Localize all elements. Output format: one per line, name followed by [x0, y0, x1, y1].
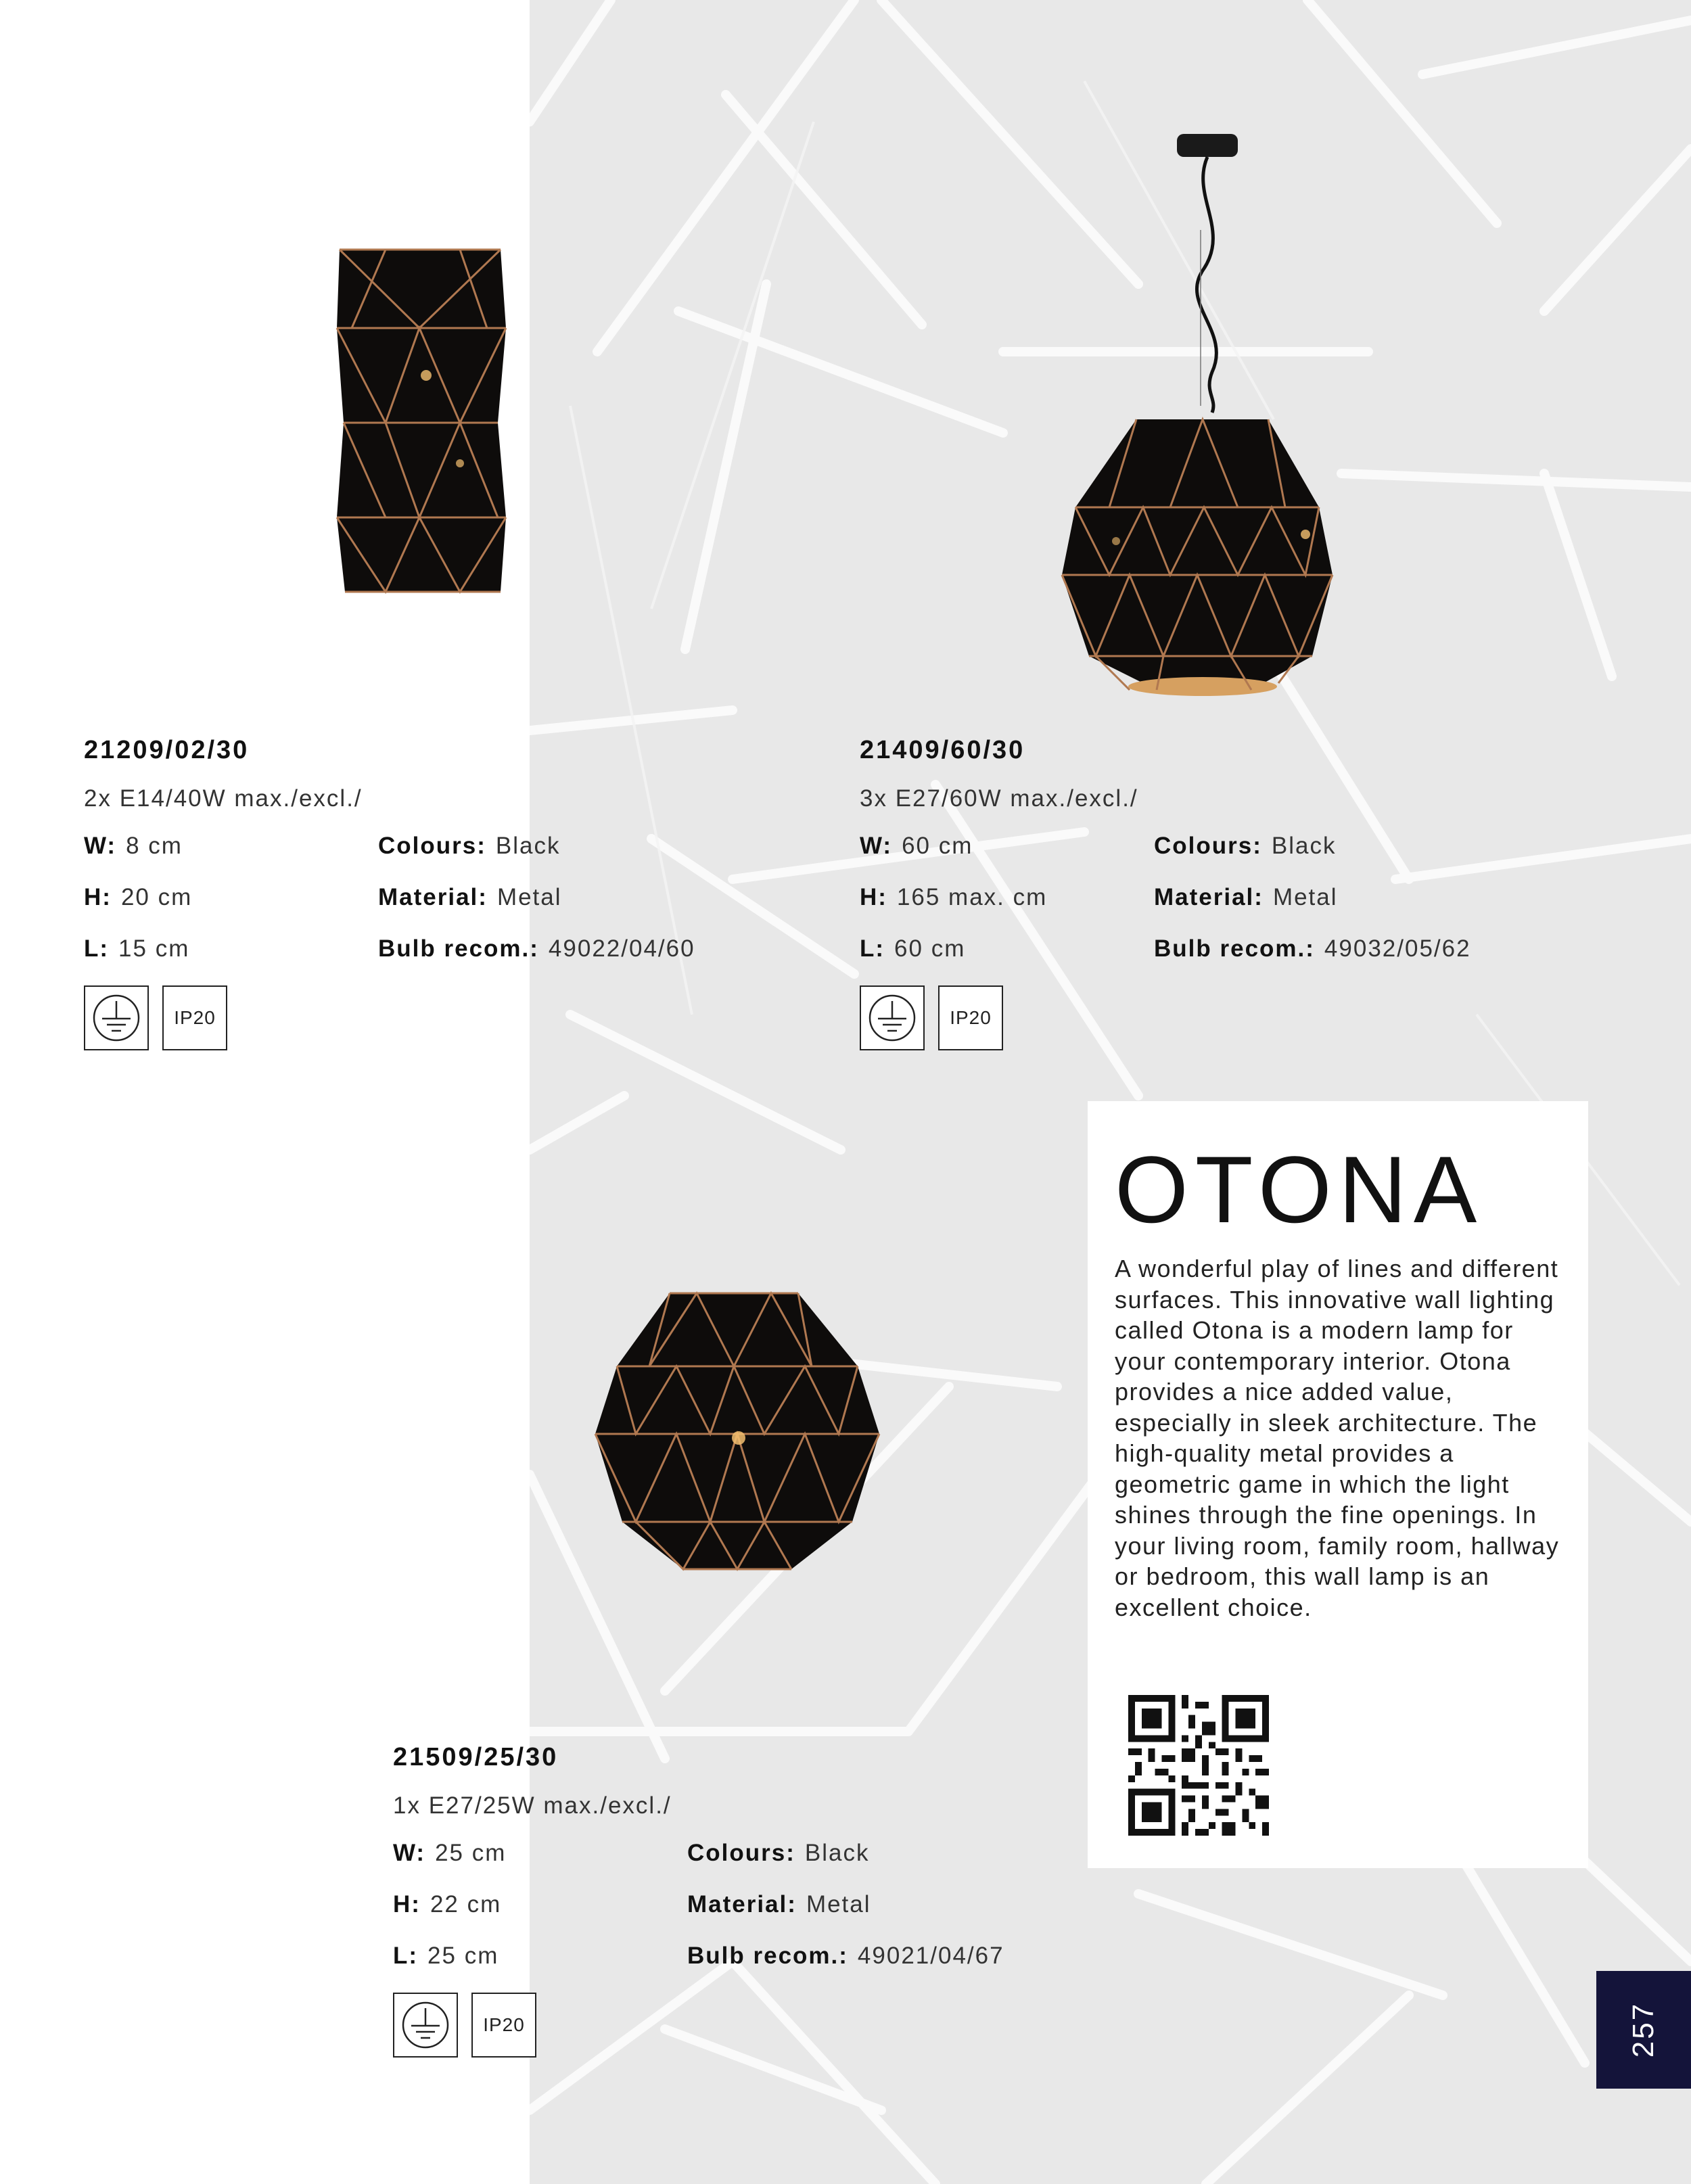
ceiling-lamp-image [588, 1285, 886, 1583]
spec-label: Colours: [1154, 833, 1262, 859]
badge-row [860, 985, 1604, 1050]
spec-value: Black [804, 1840, 870, 1866]
collection-title: OTONA [1115, 1136, 1484, 1242]
spec-label: W: [84, 833, 117, 859]
page-number: 257 [1626, 2001, 1660, 2058]
spec-label: L: [393, 1943, 419, 1969]
spec-value: 60 cm [894, 935, 966, 962]
spec-width [860, 833, 1154, 860]
bulb-spec: 2x E14/40W max./excl./ [84, 785, 363, 812]
bulb-spec: 1x E27/25W max./excl./ [393, 1792, 672, 1819]
spec-value: 25 cm [427, 1943, 499, 1969]
spec-material [687, 1891, 1120, 1918]
spec-bulb-recom [687, 1943, 1120, 1970]
ip-rating-text: IP20 [174, 1007, 216, 1028]
spec-height [860, 884, 1154, 911]
ip-rating-badge [471, 1993, 536, 2058]
spec-label: W: [393, 1840, 426, 1866]
spec-height [84, 884, 378, 911]
spec-label: Bulb recom.: [687, 1943, 848, 1969]
collection-info-box [1088, 1101, 1588, 1868]
spec-material [378, 884, 811, 911]
spec-grid [860, 833, 1604, 962]
spec-length [84, 935, 378, 962]
pendant-lamp-image [1035, 129, 1366, 710]
spec-grid [84, 833, 828, 962]
spec-value: 49032/05/62 [1324, 935, 1471, 962]
spec-value: 49021/04/67 [857, 1943, 1004, 1969]
earth-ground-badge [393, 1993, 458, 2058]
page-number-tab [1596, 1971, 1691, 2089]
spec-length [860, 935, 1154, 962]
bulb-spec: 3x E27/60W max./excl./ [860, 785, 1138, 812]
earth-ground-icon [91, 993, 141, 1043]
spec-value: Metal [496, 884, 562, 910]
spec-value: 15 cm [118, 935, 190, 962]
earth-ground-badge [860, 985, 925, 1050]
collection-description: A wonderful play of lines and different surfaces. This innovative wall lighting called Otona is a modern lamp for your contemporary interior. Otona provides a nice added value, especially in sleek architecture. The high-quality metal provides a geometric game in which the light shines through the fine openings. In your living room, family room, hallway or bedroom, this wall lamp is an excellent choice. [1115, 1255, 1560, 1621]
badge-row [84, 985, 828, 1050]
badge-row [393, 1993, 1137, 2058]
spec-label: H: [84, 884, 112, 910]
ip-rating-text: IP20 [950, 1007, 992, 1028]
spec-label: L: [860, 935, 885, 962]
spec-value: 60 cm [902, 833, 973, 859]
earth-ground-badge [84, 985, 149, 1050]
ip-rating-badge [162, 985, 227, 1050]
spec-colours [378, 833, 811, 860]
spec-label: W: [860, 833, 893, 859]
earth-ground-icon [400, 2000, 450, 2050]
spec-width [84, 833, 378, 860]
spec-colours [687, 1840, 1120, 1867]
spec-value: 22 cm [430, 1891, 502, 1918]
spec-label: Colours: [378, 833, 486, 859]
wall-lamp-image [325, 240, 514, 599]
product-code: 21509/25/30 [393, 1743, 559, 1771]
product-code: 21209/02/30 [84, 736, 250, 764]
spec-height [393, 1891, 687, 1918]
spec-bulb-recom [378, 935, 811, 962]
product-block-1 [84, 736, 828, 1050]
spec-value: Black [495, 833, 561, 859]
spec-material [1154, 884, 1587, 911]
spec-bulb-recom [1154, 935, 1587, 962]
product-code: 21409/60/30 [860, 736, 1025, 764]
spec-grid [393, 1840, 1137, 1970]
spec-label: Colours: [687, 1840, 795, 1866]
spec-label: H: [860, 884, 887, 910]
spec-label: Material: [1154, 884, 1264, 910]
spec-value: 8 cm [126, 833, 183, 859]
spec-value: Metal [806, 1891, 871, 1918]
product-block-3 [393, 1743, 1137, 2058]
ip-rating-text: IP20 [483, 2014, 525, 2035]
spec-label: Material: [687, 1891, 797, 1918]
spec-width [393, 1840, 687, 1867]
spec-length [393, 1943, 687, 1970]
spec-value: 49022/04/60 [548, 935, 695, 962]
spec-label: Bulb recom.: [1154, 935, 1315, 962]
spec-value: Metal [1272, 884, 1338, 910]
spec-label: H: [393, 1891, 421, 1918]
spec-label: L: [84, 935, 110, 962]
spec-colours [1154, 833, 1587, 860]
spec-value: 25 cm [435, 1840, 507, 1866]
ip-rating-badge [938, 985, 1003, 1050]
spec-label: Bulb recom.: [378, 935, 539, 962]
spec-label: Material: [378, 884, 488, 910]
spec-value: 20 cm [120, 884, 193, 910]
earth-ground-icon [867, 993, 917, 1043]
qr-code-icon[interactable] [1128, 1695, 1269, 1836]
spec-value: Black [1271, 833, 1337, 859]
product-block-2 [860, 736, 1604, 1050]
spec-value: 165 max. cm [896, 884, 1048, 910]
